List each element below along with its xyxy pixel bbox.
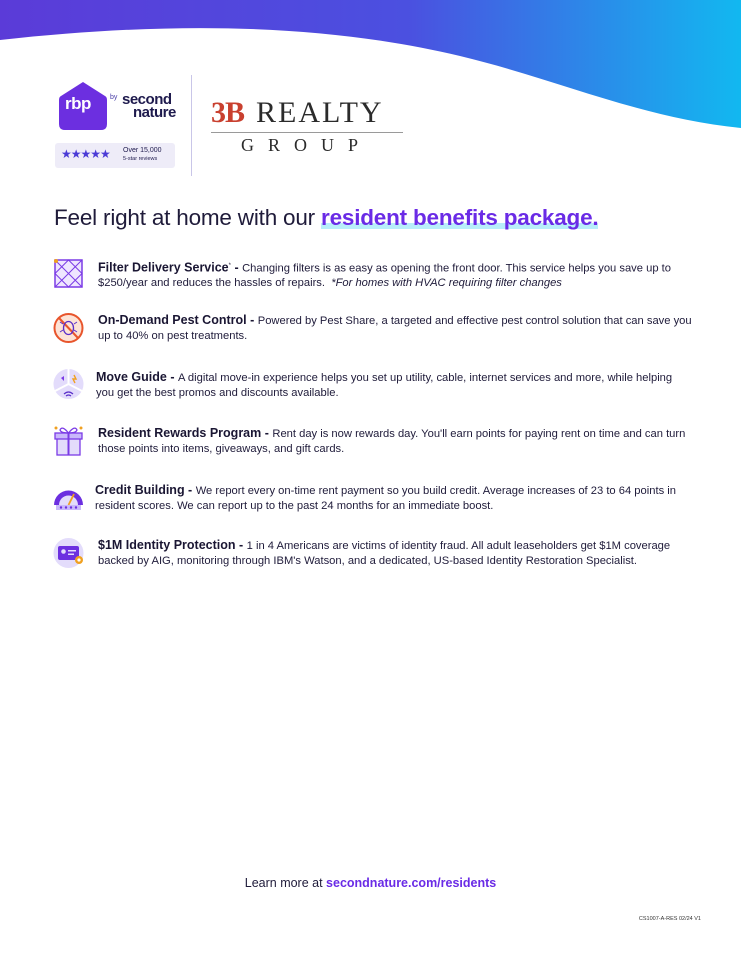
second-nature-logo-line1: second — [122, 91, 172, 108]
headline-prefix: Feel right at home with our — [54, 205, 322, 230]
benefit-body: Changing filters is as easy as opening the front door. This service helps you save up to $250/year and reduces the hassles of repairs. — [98, 262, 671, 290]
realty-logo — [211, 96, 406, 156]
benefit-separator: - — [184, 483, 196, 497]
benefit-title: Move Guide — [96, 370, 167, 384]
footer-url-link[interactable]: secondnature.com/residents — [326, 876, 497, 890]
move-guide-icon — [52, 367, 85, 400]
benefit-separator: - — [235, 538, 247, 552]
benefit-separator: - — [261, 426, 273, 440]
benefit-separator: - — [230, 260, 243, 275]
benefit-title: On-Demand Pest Control — [98, 313, 247, 327]
reviews-badge — [55, 143, 175, 168]
benefit-title: Filter Delivery Service — [98, 260, 229, 275]
reviews-count: Over 15,000 — [123, 147, 162, 154]
rbp-by-text: by — [110, 94, 118, 101]
realty-mark: 3B — [211, 96, 245, 129]
logo-divider — [191, 75, 192, 176]
second-nature-logo-line2: nature — [133, 104, 176, 121]
benefit-title: Resident Rewards Program — [98, 426, 262, 440]
identity-card-icon — [52, 536, 85, 569]
headline-accent: resident benefits package. — [321, 205, 599, 230]
benefit-body: Powered by Pest Share, a targeted and effective pest control solution that can save you up to 40% on pest treatments. — [98, 315, 692, 342]
realty-group: GROUP — [241, 135, 373, 155]
benefit-note: *For homes with HVAC requiring filter changes — [331, 277, 562, 290]
footer-learn-more — [0, 876, 741, 890]
benefit-body: Rent day is now rewards day. You'll earn points for paying rent on time and can turn those points into items, giveaways, and gift cards. — [98, 428, 686, 455]
benefit-body: We report every on-time rent payment so you build credit. Average increases of 23 to 64 points in resident scores. We can report up to the past 24 months for an immediate boost. — [95, 485, 676, 512]
benefit-title: Credit Building — [95, 483, 185, 497]
benefit-separator: - — [246, 313, 258, 327]
pest-control-icon — [52, 311, 85, 344]
benefit-title-sup: * — [228, 263, 231, 269]
benefit-separator: - — [166, 370, 178, 384]
filter-icon — [52, 257, 85, 290]
footer-prefix: Learn more at — [244, 876, 327, 890]
benefit-body: A digital move-in experience helps you set up utility, cable, internet services and more, while helping you get the best promos and discounts available. — [96, 372, 673, 399]
reviews-caption: 5-star reviews — [123, 156, 158, 162]
benefit-title: $1M Identity Protection — [98, 538, 236, 552]
realty-word: REALTY — [256, 96, 384, 129]
credit-gauge-icon — [52, 481, 85, 514]
page-headline — [54, 205, 714, 231]
document-code: CS1007-A-RES 02/24 V1 — [638, 916, 701, 922]
benefit-body: 1 in 4 Americans are victims of identity fraud. All adult leaseholders get $1M coverage backed by AIG, monitoring through IBM's Watson, and a dedicated, US-based Identity Restoration Specialist. — [98, 540, 671, 567]
realty-rule — [211, 132, 403, 133]
rbp-logo-text: rbp — [65, 94, 91, 113]
five-star-icon: ★★★★★ — [61, 147, 110, 161]
gift-icon — [52, 424, 85, 457]
